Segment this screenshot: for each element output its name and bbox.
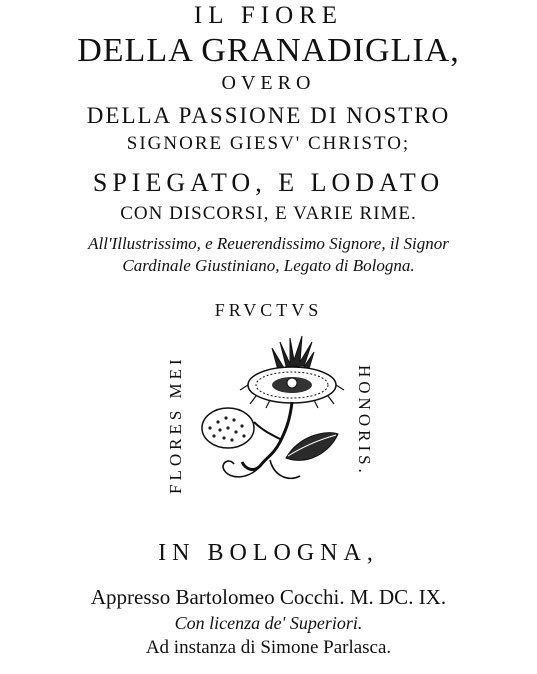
title-line-3: OVERO — [221, 72, 316, 94]
imprint-printer: Appresso Bartolomeo Cocchi. M. DC. IX. — [90, 585, 447, 609]
passion-flower-emblem — [190, 330, 350, 500]
dedication-line-1: All'Illustrissimo, e Reuerendissimo Signore, il Signor — [88, 234, 449, 253]
title-line-1: IL FIORE — [193, 2, 344, 29]
flower-fruit — [202, 408, 254, 448]
title-line-2: DELLA GRANADIGLIA, — [77, 32, 460, 69]
dedication-line-2: Cardinale Giustiniano, Legato di Bologna. — [122, 256, 415, 275]
imprint-place: IN BOLOGNA, — [158, 540, 379, 566]
flower-head — [240, 367, 344, 408]
emblem-motto-top: FRVCTVS — [214, 300, 323, 320]
title-line-5: SIGNORE GIESV' CHRISTO; — [126, 133, 411, 154]
emblem-motto-right: HONORIS. — [355, 365, 374, 477]
imprint-license: Con licenza de' Superiori. — [174, 613, 363, 633]
title-line-6: SPIEGATO, E LODATO — [92, 168, 445, 197]
imprint-instance: Ad instanza di Simone Parlasca. — [145, 637, 392, 658]
title-line-4: DELLA PASSIONE DI NOSTRO — [86, 103, 451, 128]
flower-leaf — [286, 433, 338, 461]
emblem-motto-left: FLORES MEI — [166, 355, 185, 495]
title-line-7: CON DISCORSI, E VARIE RIME. — [120, 203, 417, 224]
